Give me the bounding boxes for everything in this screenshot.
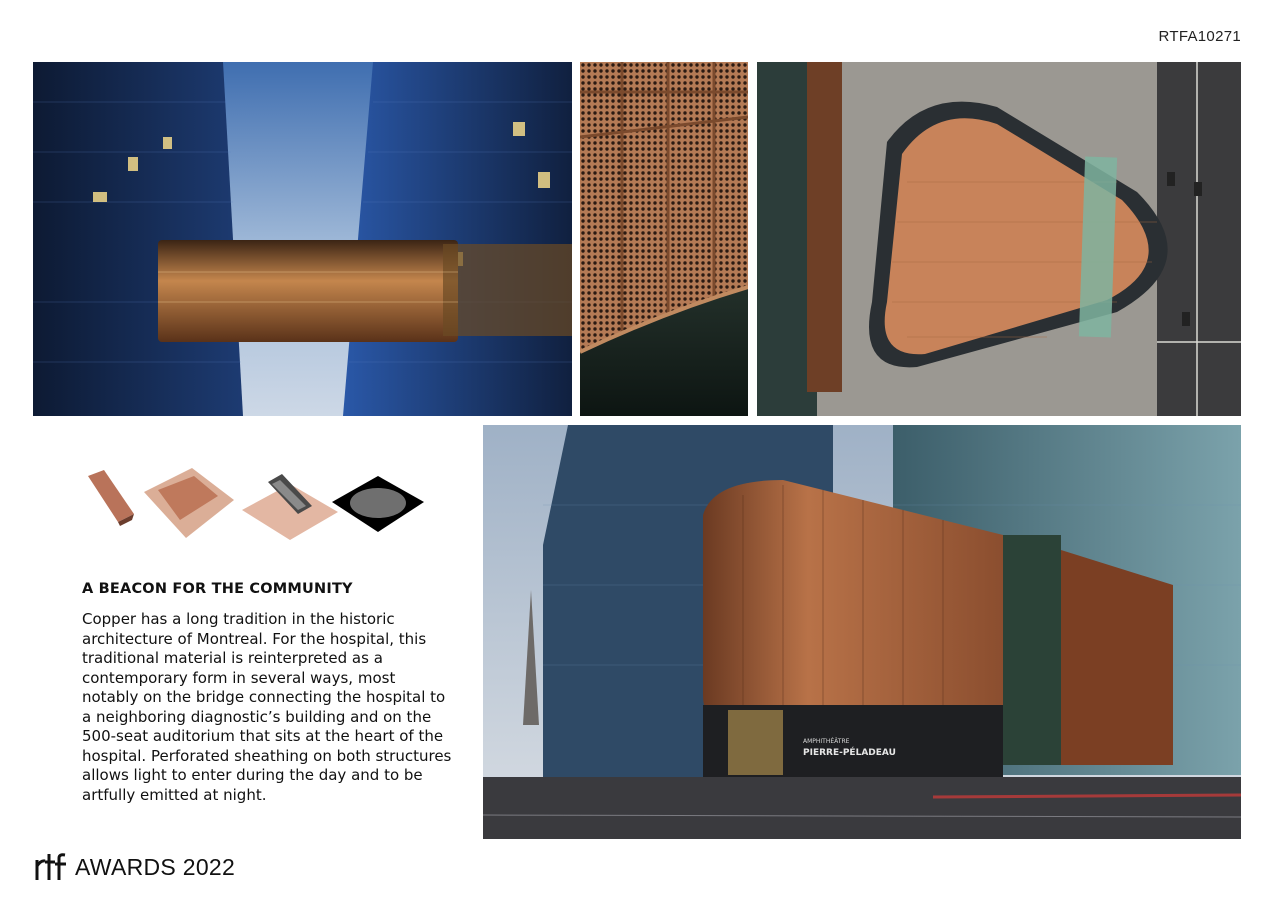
section-heading: A BEACON FOR THE COMMUNITY xyxy=(82,581,353,597)
auditorium-street-photo xyxy=(483,425,1241,839)
rtf-logo-icon xyxy=(35,852,69,882)
copper-texture-icon xyxy=(144,468,234,538)
section-body: Copper has a long tradition in the historic architecture of Montreal. For the hospital, this traditional material is reinterpreted as a contemporary form in several ways, most notably on the bridge connecting the hospital to a neighboring diagnostic’s building and on the 500-seat auditorium that sits at the heart of the hospital. Perforated sheathing on both structures allows light to enter during the day and to be artfully emitted at night. xyxy=(82,610,452,804)
perforated-facade-photo xyxy=(580,62,748,416)
rtf-awards-logo xyxy=(35,850,235,884)
awards-year-label: AWARDS 2022 xyxy=(75,853,236,880)
project-code: RTFA10271 xyxy=(1158,28,1241,45)
pattern-swatch-icon xyxy=(332,476,424,532)
bridge-model-icon xyxy=(88,470,134,526)
aerial-auditorium-photo xyxy=(757,62,1241,416)
perforated-bridge-icon xyxy=(242,474,338,540)
pierre-peladeau-sign-label: PIERRE-PÉLADEAU xyxy=(803,748,896,758)
amphitheatre-sign-label: AMPHITHÉÂTRE xyxy=(803,738,850,745)
copper-diagram-sequence xyxy=(82,462,432,544)
skybridge-photo xyxy=(33,62,572,416)
